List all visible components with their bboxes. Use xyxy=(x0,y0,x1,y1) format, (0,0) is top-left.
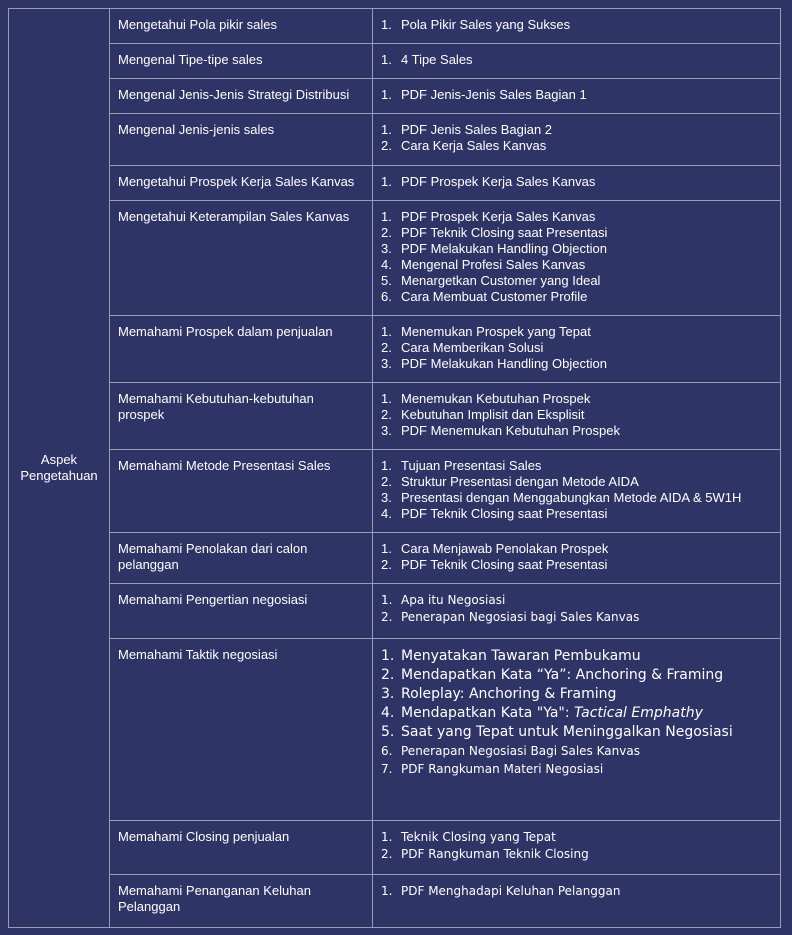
table-row xyxy=(9,166,781,201)
items-list xyxy=(381,883,772,900)
list-item xyxy=(381,340,772,356)
item-number: 7. xyxy=(381,762,393,776)
item-text-plain: Mendapatkan Kata "Ya": xyxy=(401,705,575,721)
list-item xyxy=(381,209,772,225)
list-item xyxy=(381,407,772,423)
list-item xyxy=(381,592,772,609)
items-cell xyxy=(373,79,781,114)
table-row xyxy=(9,9,781,44)
item-text: Kebutuhan Implisit dan Eksplisit xyxy=(401,407,585,422)
table-row xyxy=(9,450,781,533)
items-cell xyxy=(373,450,781,533)
table-row xyxy=(9,201,781,316)
item-text: Mengenal Profesi Sales Kanvas xyxy=(401,257,586,272)
item-text: PDF Teknik Closing saat Presentasi xyxy=(401,506,608,521)
item-number: 1. xyxy=(381,52,392,67)
list-item xyxy=(381,391,772,407)
list-item xyxy=(381,742,772,760)
items-cell xyxy=(373,114,781,166)
items-list xyxy=(381,541,772,573)
item-text: PDF Prospek Kerja Sales Kanvas xyxy=(401,174,596,189)
item-text: Cara Membuat Customer Profile xyxy=(401,289,588,304)
item-number: 3. xyxy=(381,423,392,438)
table-row xyxy=(9,114,781,166)
items-list xyxy=(381,391,772,439)
topic-cell xyxy=(110,533,373,584)
items-list xyxy=(381,17,772,33)
items-cell xyxy=(373,316,781,383)
item-number: 1. xyxy=(381,648,395,664)
list-item xyxy=(381,609,772,626)
topic-cell xyxy=(110,383,373,450)
item-text: Struktur Presentasi dengan Metode AIDA xyxy=(401,474,639,489)
topic-cell: Mengenal Jenis-jenis sales xyxy=(110,114,373,166)
items-list xyxy=(381,174,772,190)
table-row xyxy=(9,875,781,928)
item-number: 2. xyxy=(381,407,392,422)
items-cell xyxy=(373,166,781,201)
item-text: PDF Rangkuman Teknik Closing xyxy=(401,847,589,861)
item-number: 1. xyxy=(381,122,392,137)
item-number: 4. xyxy=(381,705,395,721)
item-number: 2. xyxy=(381,667,395,683)
item-number: 3. xyxy=(381,490,392,505)
item-text: Cara Kerja Sales Kanvas xyxy=(401,138,547,153)
item-text: PDF Jenis Sales Bagian 2 xyxy=(401,122,553,137)
items-cell xyxy=(373,383,781,450)
list-item xyxy=(381,557,772,573)
list-item xyxy=(381,241,772,257)
item-text: Menemukan Prospek yang Tepat xyxy=(401,324,591,339)
item-number: 2. xyxy=(381,610,393,624)
items-cell xyxy=(373,44,781,79)
item-text: Tujuan Presentasi Sales xyxy=(401,458,542,473)
items-cell xyxy=(373,584,781,639)
list-item xyxy=(381,474,772,490)
list-item xyxy=(381,490,772,506)
items-list xyxy=(381,829,772,863)
item-text: Menemukan Kebutuhan Prospek xyxy=(401,391,591,406)
item-number: 1. xyxy=(381,324,392,339)
items-cell xyxy=(373,201,781,316)
item-text: PDF Teknik Closing saat Presentasi xyxy=(401,557,608,572)
item-number: 1. xyxy=(381,174,392,189)
topic-cell: Memahami Metode Presentasi Sales xyxy=(110,450,373,533)
item-text: PDF Jenis-Jenis Sales Bagian 1 xyxy=(401,87,587,102)
topic-cell: Mengenal Jenis-Jenis Strategi Distribusi xyxy=(110,79,373,114)
item-text: PDF Teknik Closing saat Presentasi xyxy=(401,225,608,240)
item-number: 1. xyxy=(381,593,393,607)
list-item xyxy=(381,458,772,474)
topic-cell xyxy=(110,875,373,928)
items-list xyxy=(381,52,772,68)
items-list xyxy=(381,209,772,305)
item-text: Apa itu Negosiasi xyxy=(401,593,506,607)
topic-line: pelanggan xyxy=(118,557,179,572)
item-number: 1. xyxy=(381,87,392,102)
item-text: Saat yang Tepat untuk Meninggalkan Negosiasi xyxy=(401,724,733,740)
topic-cell: Memahami Pengertian negosiasi xyxy=(110,584,373,639)
aspect-label-line1: Aspek xyxy=(40,452,78,467)
item-text: PDF Menghadapi Keluhan Pelanggan xyxy=(401,884,621,898)
item-text: PDF Menemukan Kebutuhan Prospek xyxy=(401,423,620,438)
table-row xyxy=(9,584,781,639)
item-number: 3. xyxy=(381,241,392,256)
topic-line: Pelanggan xyxy=(118,899,181,914)
topic-cell: Mengenal Tipe-tipe sales xyxy=(110,44,373,79)
table-row xyxy=(9,44,781,79)
list-item xyxy=(381,704,772,723)
list-item xyxy=(381,846,772,863)
list-item xyxy=(381,122,772,138)
items-cell xyxy=(373,639,781,821)
item-number: 1. xyxy=(381,391,392,406)
item-number: 2. xyxy=(381,847,393,861)
item-text: Cara Menjawab Penolakan Prospek xyxy=(401,541,609,556)
item-text: PDF Prospek Kerja Sales Kanvas xyxy=(401,209,596,224)
item-number: 1. xyxy=(381,830,393,844)
topic-line: Memahami Penolakan dari calon xyxy=(118,541,308,556)
item-number: 1. xyxy=(381,884,393,898)
topic-line: Memahami Penanganan Keluhan xyxy=(118,883,311,898)
item-text: PDF Melakukan Handling Objection xyxy=(401,356,607,371)
list-item xyxy=(381,289,772,305)
item-text: Menargetkan Customer yang Ideal xyxy=(401,273,601,288)
items-list xyxy=(381,592,772,626)
item-text: Teknik Closing yang Tepat xyxy=(401,830,556,844)
item-text-emphasis: Tactical Emphathy xyxy=(574,705,703,721)
item-number: 6. xyxy=(381,289,392,304)
item-number: 4. xyxy=(381,257,392,272)
table-row xyxy=(9,316,781,383)
list-item xyxy=(381,423,772,439)
topic-cell: Memahami Taktik negosiasi xyxy=(110,639,373,821)
item-number: 2. xyxy=(381,340,392,355)
list-item xyxy=(381,647,772,666)
list-item xyxy=(381,273,772,289)
topic-cell: Memahami Closing penjualan xyxy=(110,821,373,875)
topic-cell: Mengetahui Pola pikir sales xyxy=(110,9,373,44)
item-number: 2. xyxy=(381,474,392,489)
item-number: 1. xyxy=(381,209,392,224)
table-row xyxy=(9,639,781,821)
item-text: 4 Tipe Sales xyxy=(401,52,473,67)
items-cell xyxy=(373,875,781,928)
list-item xyxy=(381,138,772,154)
item-number: 5. xyxy=(381,724,395,740)
curriculum-table xyxy=(8,8,781,928)
list-item xyxy=(381,356,772,372)
item-text: Menyatakan Tawaran Pembukamu xyxy=(401,648,641,664)
list-item xyxy=(381,723,772,742)
item-text: Presentasi dengan Menggabungkan Metode AIDA & 5W1H xyxy=(401,490,742,505)
item-number: 1. xyxy=(381,458,392,473)
list-item xyxy=(381,225,772,241)
item-number: 5. xyxy=(381,273,392,288)
items-cell xyxy=(373,9,781,44)
aspect-label-line2: Pengetahuan xyxy=(20,468,98,483)
aspect-cell xyxy=(9,9,110,928)
item-text xyxy=(401,704,703,723)
item-number: 1. xyxy=(381,541,392,556)
item-text: Mendapatkan Kata “Ya”: Anchoring & Framing xyxy=(401,667,724,683)
list-item xyxy=(381,883,772,900)
items-list xyxy=(381,647,772,778)
list-item xyxy=(381,685,772,704)
item-number: 6. xyxy=(381,744,393,758)
items-list xyxy=(381,458,772,522)
list-item xyxy=(381,666,772,685)
list-item xyxy=(381,257,772,273)
item-text: Penerapan Negosiasi Bagi Sales Kanvas xyxy=(401,744,640,758)
items-cell xyxy=(373,533,781,584)
items-list xyxy=(381,87,772,103)
item-number: 2. xyxy=(381,138,392,153)
list-item xyxy=(381,506,772,522)
table-row xyxy=(9,79,781,114)
item-text: Cara Memberikan Solusi xyxy=(401,340,544,355)
items-list xyxy=(381,324,772,372)
topic-cell: Memahami Prospek dalam penjualan xyxy=(110,316,373,383)
topic-cell: Mengetahui Keterampilan Sales Kanvas xyxy=(110,201,373,316)
item-number: 2. xyxy=(381,225,392,240)
items-cell xyxy=(373,821,781,875)
table-row xyxy=(9,533,781,584)
table-row xyxy=(9,821,781,875)
item-text: PDF Rangkuman Materi Negosiasi xyxy=(401,762,604,776)
item-text: Pola Pikir Sales yang Sukses xyxy=(401,17,571,32)
topic-line: Memahami Kebutuhan-kebutuhan xyxy=(118,391,314,406)
item-number: 3. xyxy=(381,356,392,371)
table-row xyxy=(9,383,781,450)
list-item xyxy=(381,829,772,846)
list-item xyxy=(381,541,772,557)
item-number: 2. xyxy=(381,557,392,572)
list-item xyxy=(381,87,772,103)
list-item xyxy=(381,52,772,68)
item-number: 3. xyxy=(381,686,395,702)
list-item xyxy=(381,324,772,340)
item-number: 1. xyxy=(381,17,392,32)
topic-line: prospek xyxy=(118,407,165,422)
item-text: Penerapan Negosiasi bagi Sales Kanvas xyxy=(401,610,640,624)
item-text: Roleplay: Anchoring & Framing xyxy=(401,686,617,702)
list-item xyxy=(381,174,772,190)
item-text: PDF Melakukan Handling Objection xyxy=(401,241,607,256)
list-item xyxy=(381,17,772,33)
topic-cell: Mengetahui Prospek Kerja Sales Kanvas xyxy=(110,166,373,201)
item-number: 4. xyxy=(381,506,392,521)
items-list xyxy=(381,122,772,154)
list-item xyxy=(381,760,772,778)
